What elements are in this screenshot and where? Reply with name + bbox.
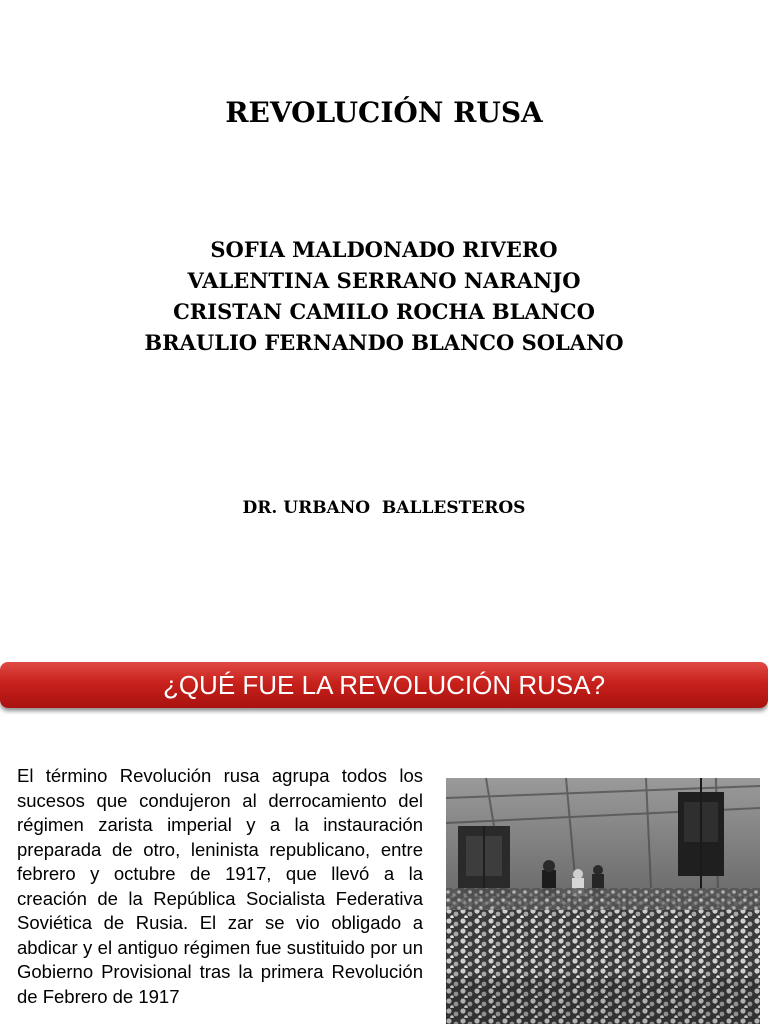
historical-crowd-photo <box>446 778 760 1024</box>
author-name: VALENTINA SERRANO NARANJO <box>187 268 581 293</box>
body-paragraph: El término Revolución rusa agrupa todos los sucesos que condujeron al derrocamiento del régimen zarista imperial y a la instauración preparada de otro, leninista republicano, entre febrero y octubre de 1917, que llevó a la creación de la República Socialista Federativa Soviética de Rusia. El zar se vio obligado a abdicar y el antiguo régimen fue sustituido por un Gobierno Provisional tras la primera Revolución de Febrero de 1917 <box>17 765 423 1007</box>
teacher-name: DR. URBANO BALLESTEROS <box>242 498 526 518</box>
author-name: CRISTAN CAMILO ROCHA BLANCO <box>173 299 595 324</box>
author-name: SOFIA MALDONADO RIVERO <box>210 237 558 262</box>
author-name: BRAULIO FERNANDO BLANCO SOLANO <box>144 330 624 355</box>
section-banner: ¿QUÉ FUE LA REVOLUCIÓN RUSA? <box>0 662 768 708</box>
author-list <box>0 234 768 358</box>
presentation-title: REVOLUCIÓN RUSA <box>225 96 543 129</box>
